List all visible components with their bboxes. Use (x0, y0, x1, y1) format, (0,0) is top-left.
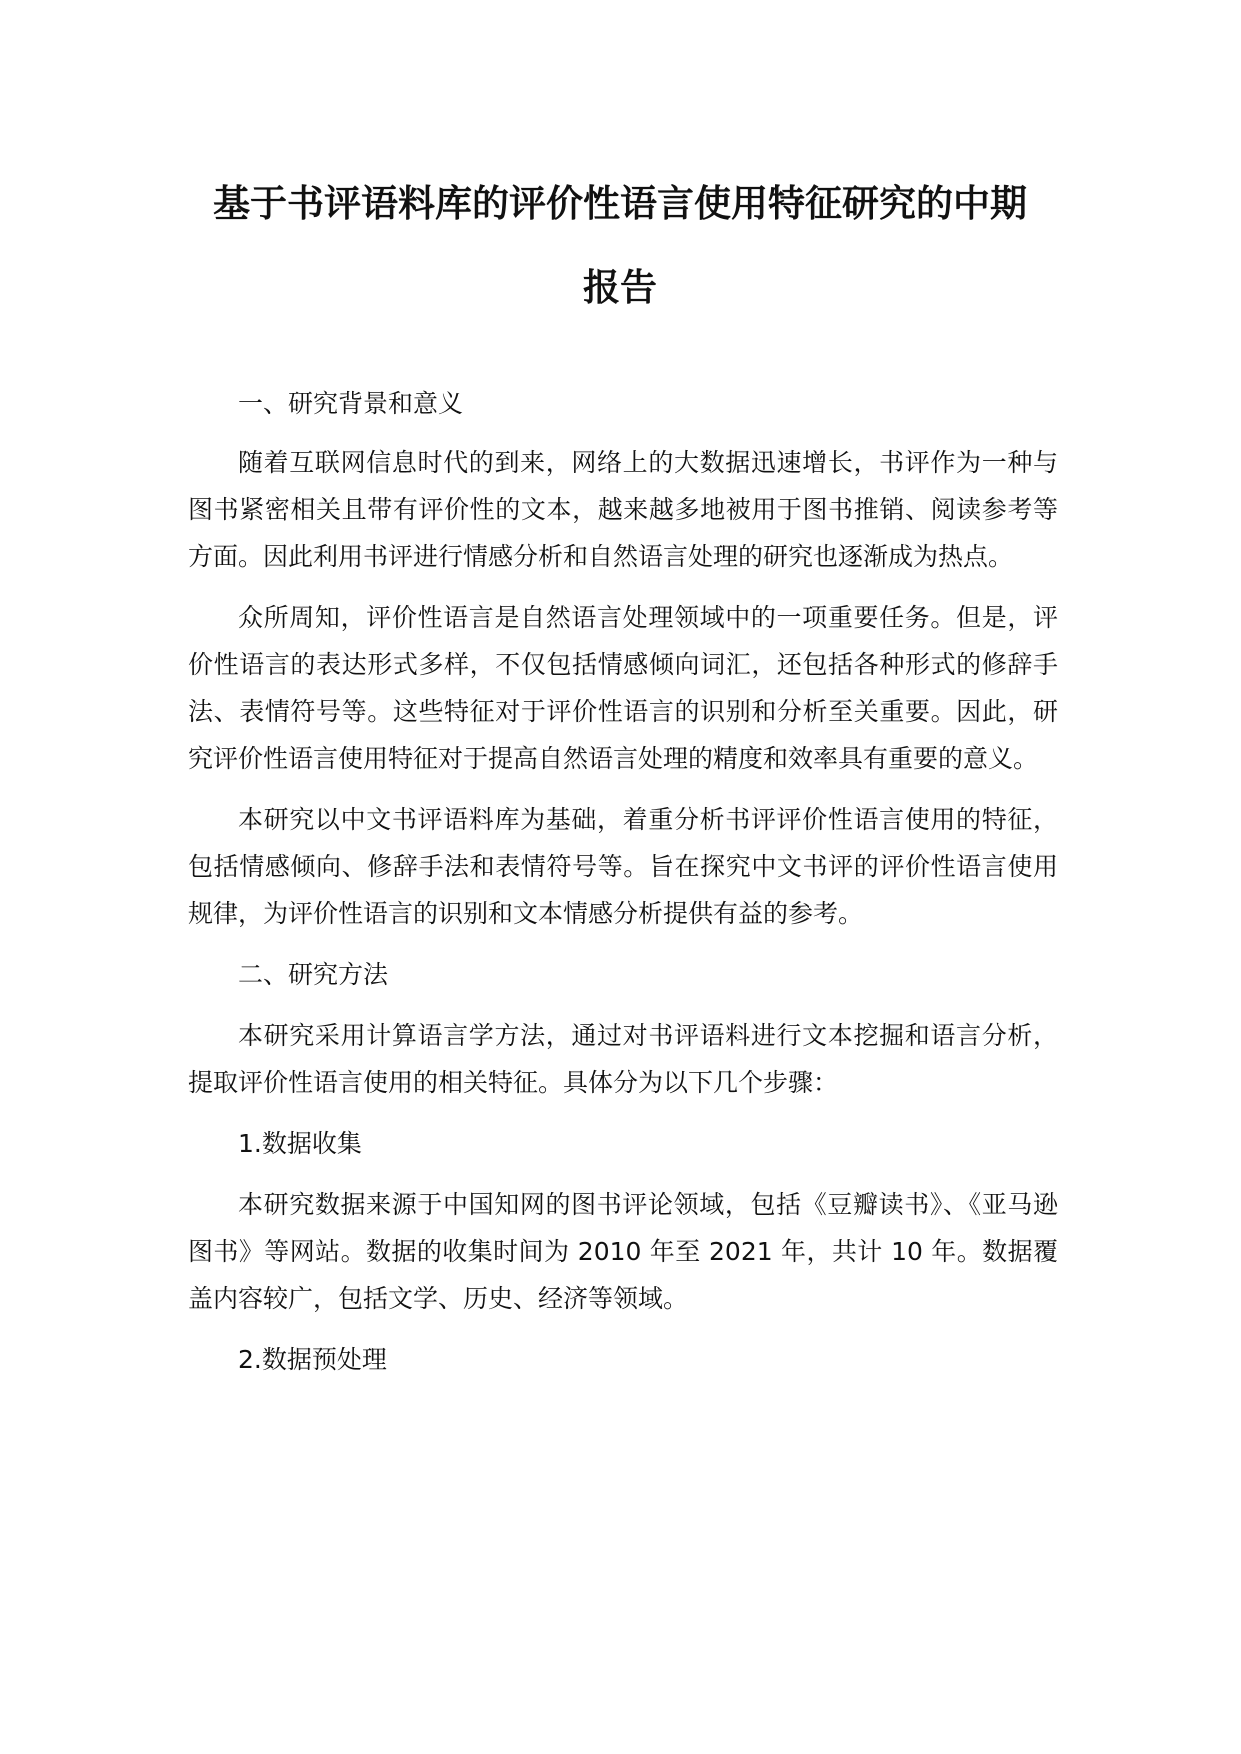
subsection-heading-preprocessing: 2.数据预处理 (238, 1345, 387, 1374)
subsection-heading-data-collection: 1.数据收集 (238, 1129, 362, 1158)
paragraph-background-1: 随着互联网信息时代的到来，网络上的大数据迅速增长，书评作为一种与图书紧密相关且带有评价性的文本，越来越多地被用于图书推销、阅读参考等方面。因此利用书评进行情感分析和自然语言处理的研究也逐渐成为热点。 (188, 448, 1058, 571)
document-title-line1: 基于书评语料库的评价性语言使用特征研究的中期 (213, 182, 1027, 225)
paragraph-background-3: 本研究以中文书评语料库为基础，着重分析书评评价性语言使用的特征，包括情感倾向、修辞手法和表情符号等。旨在探究中文书评的评价性语言使用规律，为评价性语言的识别和文本情感分析提供有益的参考。 (188, 805, 1058, 928)
document-title-line2: 报告 (583, 266, 657, 309)
paragraph-methods-1: 本研究采用计算语言学方法，通过对书评语料进行文本挖掘和语言分析，提取评价性语言使用的相关特征。具体分为以下几个步骤： (188, 1021, 1058, 1097)
paragraph-data-collection: 本研究数据来源于中国知网的图书评论领域，包括《豆瓣读书》、《亚马逊图书》等网站。数据的收集时间为 2010 年至 2021 年，共计 10 年。数据覆盖内容较广，包括文学、历史、经济等领域。 (188, 1190, 1058, 1313)
section-heading-background: 一、研究背景和意义 (238, 389, 464, 418)
section-heading-methods: 二、研究方法 (238, 960, 389, 989)
paragraph-background-2: 众所周知，评价性语言是自然语言处理领域中的一项重要任务。但是，评价性语言的表达形式多样，不仅包括情感倾向词汇，还包括各种形式的修辞手法、表情符号等。这些特征对于评价性语言的识别和分析至关重要。因此，研究评价性语言使用特征对于提高自然语言处理的精度和效率具有重要的意义。 (188, 603, 1058, 773)
document-body (188, 380, 1058, 1383)
